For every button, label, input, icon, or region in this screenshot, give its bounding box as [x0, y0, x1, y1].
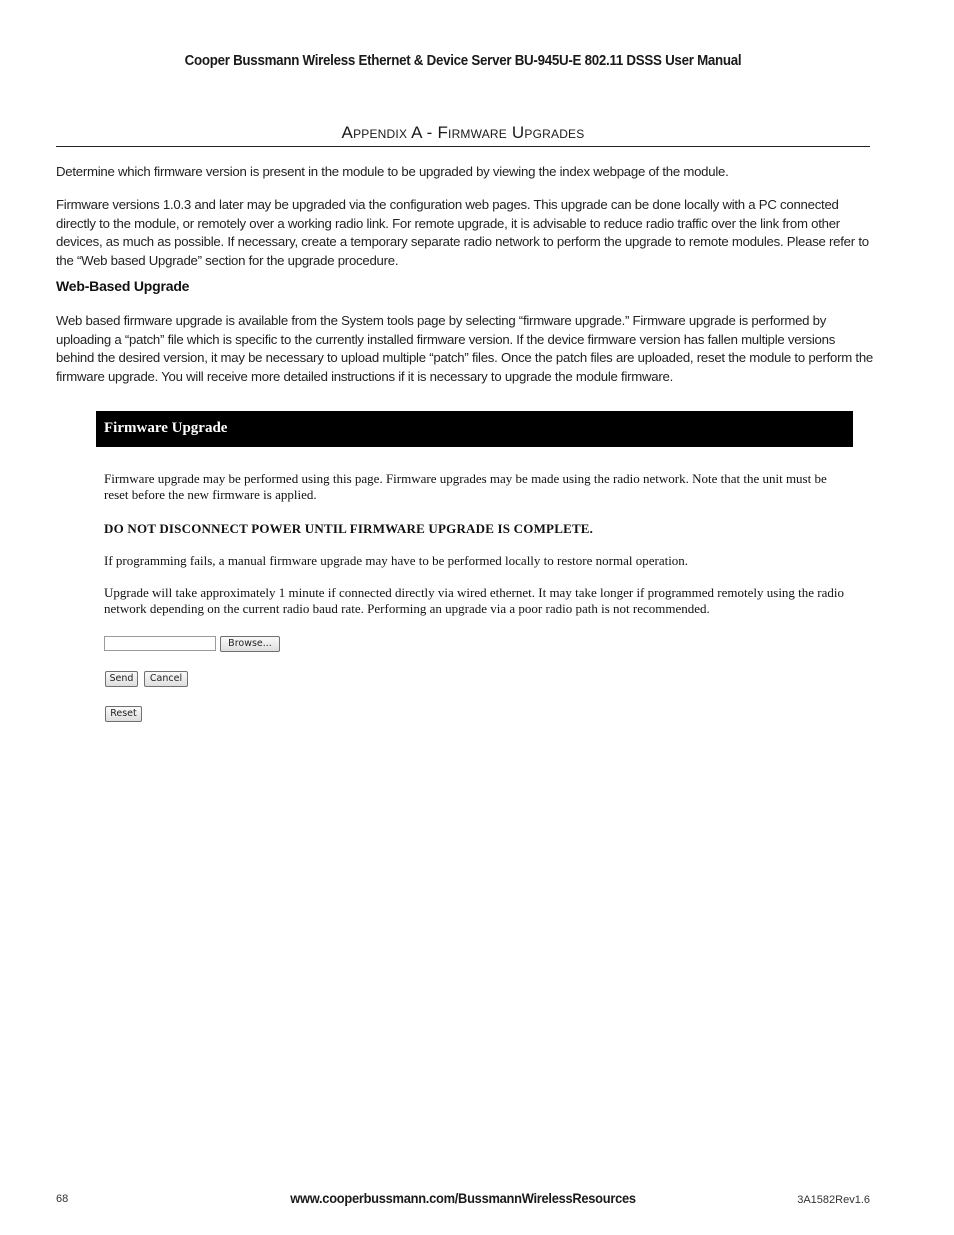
subsection-heading: Web-Based Upgrade	[56, 278, 190, 294]
firmware-warning-text: DO NOT DISCONNECT POWER UNTIL FIRMWARE UPGRADE IS COMPLETE.	[104, 521, 594, 536]
document-revision: 3A1582Rev1.6	[797, 1194, 870, 1206]
firmware-duration-text: Upgrade will take approximately 1 minute if connected directly via wired ethernet. It may take longer if programmed remotely using the radio network depending on the current radio baud rate. Performing an upgrade via a poor radio path is not recommended.	[104, 585, 845, 616]
running-header: Cooper Bussmann Wireless Ethernet & Device Server BU-945U-E 802.11 DSSS User Manual	[184, 53, 742, 69]
reset-button[interactable]: Reset	[105, 706, 142, 722]
firmware-versions-paragraph: Firmware versions 1.0.3 and later may be upgraded via the configuration web pages. This upgrade can be done locally with a PC connected directly to the module, or remotely over a working radio link. For remote upgrade, it is advisable to reduce radio traffic over the link from other devices, as much as possible. If necessary, create a temporary separate radio network to perform the upgrade to remote modules. Please refer to the “Web based Upgrade” section for the upgrade procedure.	[56, 197, 869, 268]
cancel-button[interactable]: Cancel	[144, 671, 188, 687]
send-button[interactable]: Send	[105, 671, 138, 687]
browse-button[interactable]: Browse...	[220, 636, 280, 652]
firmware-upgrade-screenshot	[96, 411, 853, 741]
section-divider	[56, 146, 870, 147]
section-title: Appendix A - Firmware Upgrades	[341, 123, 585, 142]
firmware-page-title: Firmware Upgrade	[104, 420, 228, 436]
firmware-file-input[interactable]	[104, 636, 216, 651]
web-upgrade-paragraph: Web based firmware upgrade is available from the System tools page by selecting “firmware upgrade.” Firmware upgrade is performed by uploading a “patch” file which is specific to the currently installed firmware version. If the device firmware version has fallen multiple versions behind the desired version, it may be necessary to upload multiple “patch” files. Once the patch files are uploaded, reset the module to perform the firmware upgrade. You will receive more detailed instructions if it is necessary to upgrade the module firmware.	[56, 313, 874, 384]
firmware-info-text: Firmware upgrade may be performed using this page. Firmware upgrades may be made using the radio network. Note that the unit must be reset before the new firmware is applied.	[104, 471, 827, 502]
footer-url: www.cooperbussmann.com/BussmannWirelessResources	[290, 1190, 636, 1206]
firmware-fail-text: If programming fails, a manual firmware upgrade may have to be performed locally to restore normal operation.	[104, 553, 689, 568]
page-number: 68	[56, 1193, 69, 1205]
intro-paragraph: Determine which firmware version is present in the module to be upgraded by viewing the index webpage of the module.	[56, 164, 729, 179]
firmware-title-bar	[96, 411, 853, 447]
